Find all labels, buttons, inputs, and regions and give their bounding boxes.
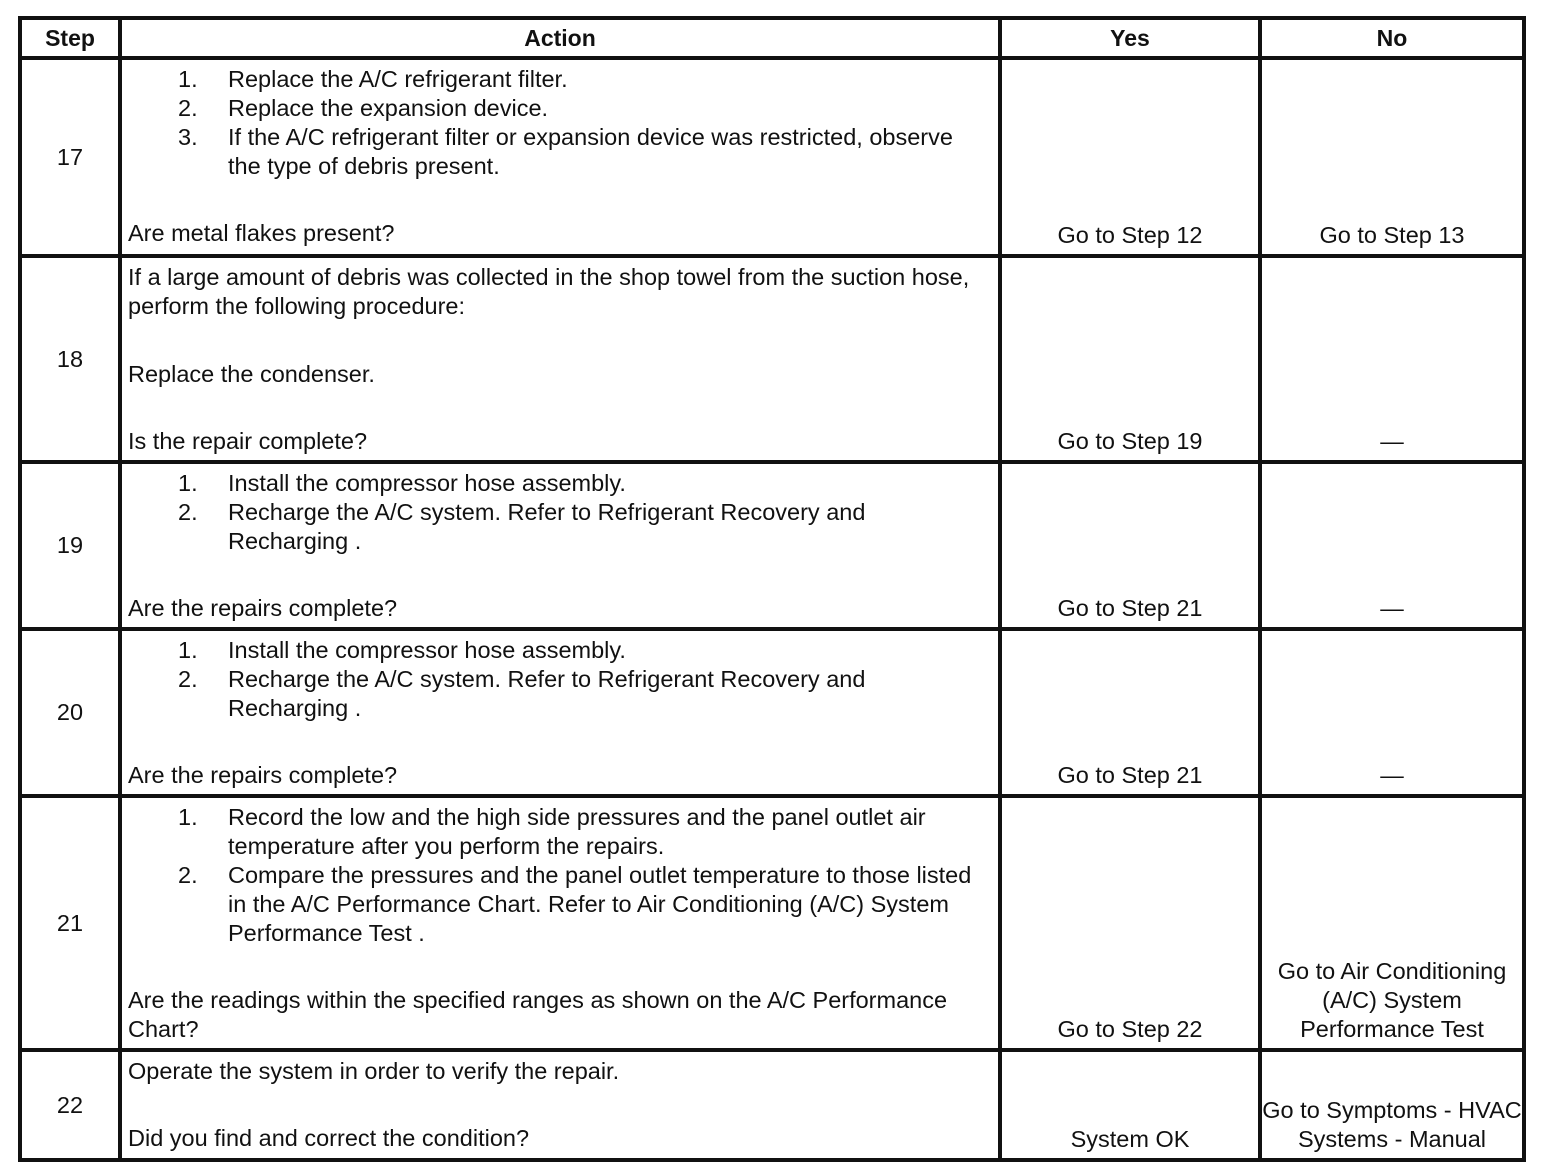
list-item: 1. Install the compressor hose assembly.	[178, 470, 626, 496]
action-cell	[120, 462, 1000, 629]
step-number: 19	[20, 462, 120, 629]
header-row	[20, 18, 1524, 58]
list-item: 2. Compare the pressures and the panel outlet temperature to those listed in the A/C Performance Chart. Refer to Air Conditioning (A/C) System Performance Test .	[178, 862, 972, 946]
action-cell	[120, 1050, 1000, 1160]
yes-cell: Go to Step 21	[1000, 629, 1260, 796]
action-cell	[120, 796, 1000, 1050]
action-list	[128, 469, 990, 556]
action-cell	[120, 256, 1000, 462]
question-text: Are the readings within the specified ranges as shown on the A/C Performance Chart?	[128, 987, 948, 1042]
no-cell: Go to Symptoms - HVAC Systems - Manual	[1260, 1050, 1524, 1160]
header-step: Step	[20, 18, 120, 58]
intro-text: Operate the system in order to verify the repair.	[128, 1058, 620, 1084]
yes-cell: Go to Step 21	[1000, 462, 1260, 629]
table-row-step-21	[20, 796, 1524, 1050]
no-cell: —	[1260, 629, 1524, 796]
action-list	[128, 65, 990, 181]
no-cell: —	[1260, 462, 1524, 629]
no-cell: Go to Air Conditioning (A/C) System Performance Test	[1260, 796, 1524, 1050]
table-row-step-19	[20, 462, 1524, 629]
step-number: 20	[20, 629, 120, 796]
action-cell	[120, 629, 1000, 796]
list-item: 2. Recharge the A/C system. Refer to Refrigerant Recovery and Recharging .	[178, 499, 866, 554]
header-yes: Yes	[1000, 18, 1260, 58]
table-row-step-18	[20, 256, 1524, 462]
table-row-step-20	[20, 629, 1524, 796]
yes-cell: System OK	[1000, 1050, 1260, 1160]
question-text: Are the repairs complete?	[128, 762, 398, 788]
step-number: 17	[20, 58, 120, 256]
diagnostic-procedure-table	[18, 16, 1526, 1162]
intro-text: If a large amount of debris was collected in the shop towel from the suction hose, perform the following procedure:	[128, 264, 970, 319]
list-item: 1. Replace the A/C refrigerant filter.	[178, 66, 568, 92]
list-item: 2. Recharge the A/C system. Refer to Refrigerant Recovery and Recharging .	[178, 666, 866, 721]
header-no: No	[1260, 18, 1524, 58]
action-cell	[120, 58, 1000, 256]
table-row-step-22	[20, 1050, 1524, 1160]
action-list	[128, 636, 990, 723]
yes-cell: Go to Step 19	[1000, 256, 1260, 462]
action-list	[128, 803, 990, 948]
list-item: 1. Install the compressor hose assembly.	[178, 637, 626, 663]
no-cell: Go to Step 13	[1260, 58, 1524, 256]
step-number: 21	[20, 796, 120, 1050]
list-item: 2. Replace the expansion device.	[178, 95, 549, 121]
yes-cell: Go to Step 12	[1000, 58, 1260, 256]
header-action: Action	[120, 18, 1000, 58]
table-row-step-17	[20, 58, 1524, 256]
no-cell: —	[1260, 256, 1524, 462]
list-item: 1. Record the low and the high side pressures and the panel outlet air temperature after you perform the repairs.	[178, 804, 926, 859]
step-number: 18	[20, 256, 120, 462]
step-number: 22	[20, 1050, 120, 1160]
question-text: Are metal flakes present?	[128, 220, 395, 246]
instruction-text: Replace the condenser.	[128, 361, 375, 387]
yes-cell: Go to Step 22	[1000, 796, 1260, 1050]
question-text: Are the repairs complete?	[128, 595, 398, 621]
list-item: 3. If the A/C refrigerant filter or expansion device was restricted, observe the type of debris present.	[178, 124, 953, 179]
question-text: Did you find and correct the condition?	[128, 1125, 530, 1151]
question-text: Is the repair complete?	[128, 428, 368, 454]
